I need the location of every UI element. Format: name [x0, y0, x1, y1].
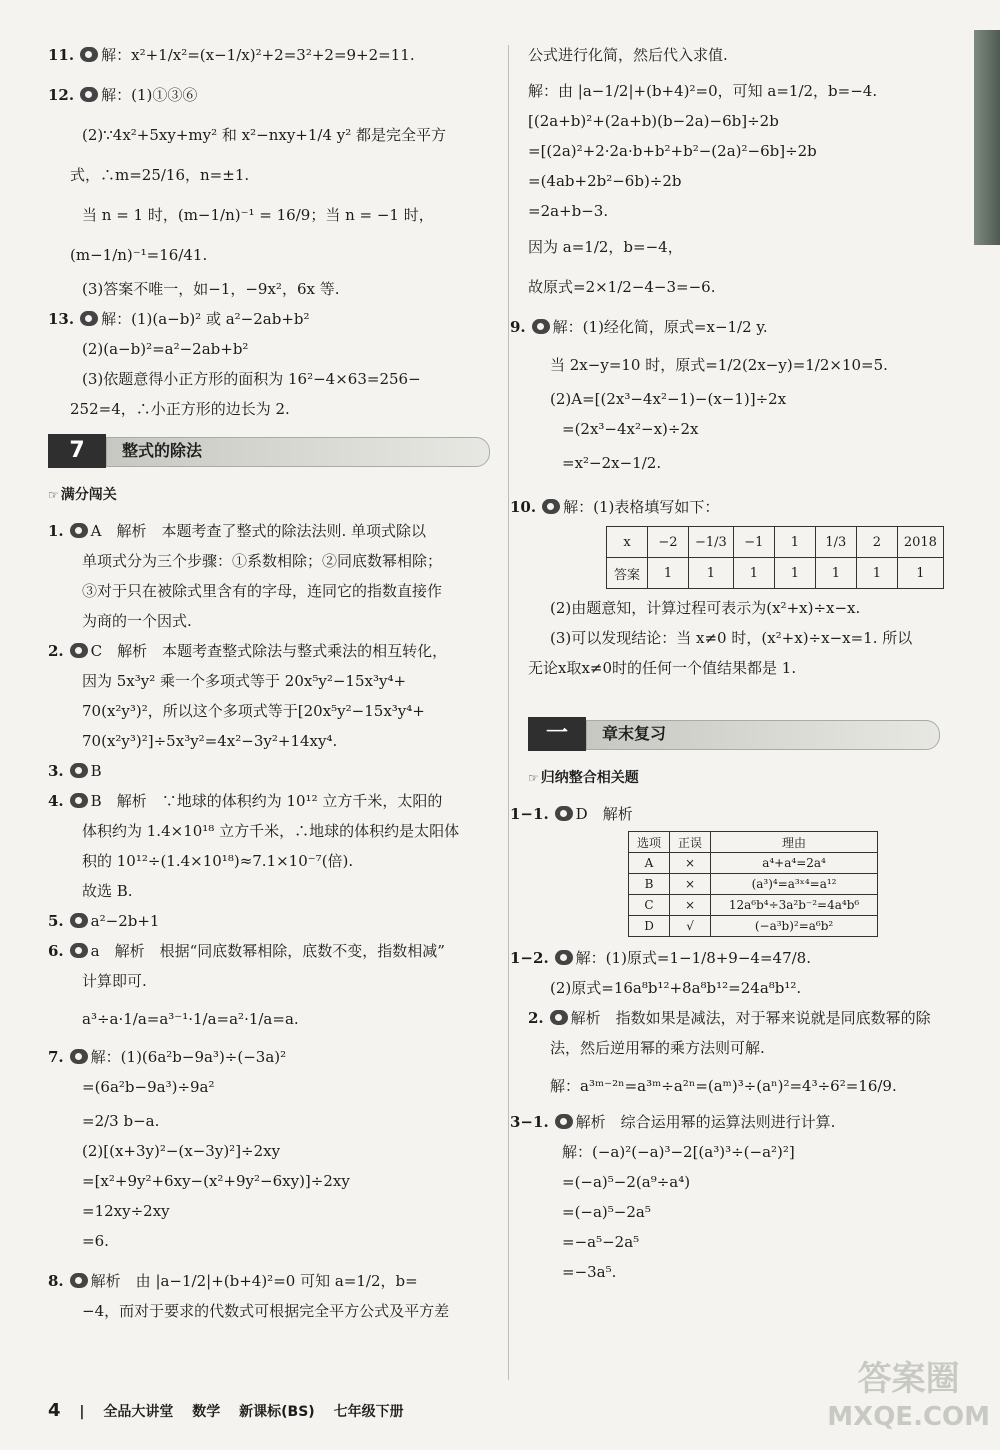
answer-2b: 2. 解析 指数如果是减法，对于幂来说就是同底数幂的除: [528, 1009, 931, 1027]
subsection-title: ☞ 满分闯关: [48, 480, 490, 510]
answer-6-line: a³÷a·1/a=a³⁻¹·1/a=a²·1/a=a.: [82, 1010, 299, 1028]
answer-2-line: 70(x²y³)²，所以这个多项式等于[20x⁵y²−15x³y⁴+: [82, 702, 425, 720]
answer-11: 11. 解：x²+1/x²=(x−1/x)²+2=3²+2=9+2=11.: [48, 46, 415, 64]
answer-12-line: 式，∴m=25/16，n=±1.: [70, 166, 250, 184]
key-icon: [70, 943, 88, 958]
key-icon: [80, 47, 98, 62]
answer-8-cont: =(4ab+2b²−6b)÷2b: [528, 172, 682, 190]
answer-5: 5. a²−2b+1: [48, 912, 160, 930]
watermark-logo: 答案圈 MXQE.COM: [827, 1359, 990, 1432]
answer-9-line: =x²−2x−1/2.: [562, 454, 662, 472]
answer-1-2-line: (2)原式=16a⁸b¹²+8a⁸b¹²=24a⁸b¹².: [550, 979, 802, 997]
table-row: D √ (−a³b)²=a⁶b²: [629, 916, 878, 937]
answer-7-line: =12xy÷2xy: [82, 1202, 170, 1220]
answer-4-line: 故选 B.: [82, 882, 133, 900]
reason-table: [628, 831, 878, 937]
book-title: 全品大讲堂: [103, 1404, 174, 1420]
answer-2b-line: 法，然后逆用幂的乘方法则可解.: [550, 1039, 765, 1057]
key-icon: [80, 87, 98, 102]
key-icon: [70, 763, 88, 778]
answer-7-line: (2)[(x+3y)²−(x−3y)²]÷2xy: [82, 1142, 281, 1160]
key-icon: [550, 1010, 568, 1025]
section-title: 章末复习: [602, 724, 667, 743]
answer-13-line: 252=4，∴小正方形的边长为 2.: [70, 400, 290, 418]
answer-12: 12. 解：(1)①③⑥: [48, 86, 198, 104]
answer-7-line: =6.: [82, 1232, 109, 1250]
key-icon: [80, 311, 98, 326]
answer-8-cont: 因为 a=1/2，b=−4，: [528, 238, 683, 256]
subject: 数学: [192, 1404, 221, 1420]
answer-2b-line: 解：a³ᵐ⁻²ⁿ=a³ᵐ÷a²ⁿ=(aᵐ)³÷(aⁿ)²=4³÷6²=16/9.: [550, 1077, 897, 1095]
subsection-title: ☞ 归纳整合相关题: [528, 763, 940, 793]
answer-6: 6. a 解析 根据“同底数幂相除，底数不变，指数相减”: [48, 942, 445, 960]
answer-13-line: (2)(a−b)²=a²−2ab+b²: [82, 340, 249, 358]
left-column: [48, 40, 490, 1326]
answer-9-line: 当 2x−y=10 时，原式=1/2(2x−y)=1/2×10=5.: [550, 356, 888, 374]
answer-6-line: 计算即可.: [82, 972, 147, 990]
answer-8-cont: 公式进行化简，然后代入求值.: [528, 46, 728, 64]
edition: 新课标(BS): [239, 1404, 315, 1420]
page-footer: 4 | 全品大讲堂 数学 新课标(BS) 七年级下册: [48, 1400, 404, 1421]
answer-2-line: 因为 5x³y² 乘一个多项式等于 20x⁵y²−15x³y⁴+: [82, 672, 407, 690]
key-icon: [70, 1273, 88, 1288]
key-icon: [70, 643, 88, 658]
table-row: A × a⁴+a⁴=2a⁴: [629, 853, 878, 874]
key-icon: [70, 1049, 88, 1064]
answer-9: 9. 解：(1)经化简，原式=x−1/2 y.: [510, 318, 768, 336]
answer-8-cont: =2a+b−3.: [528, 202, 609, 220]
grade: 七年级下册: [333, 1404, 404, 1420]
key-icon: [542, 499, 560, 514]
answer-1: 1. A 解析 本题考查了整式的除法法则. 单项式除以: [48, 522, 427, 540]
answer-7-line: =(6a²b−9a³)÷9a²: [82, 1078, 215, 1096]
answer-9-line: (2)A=[(2x³−4x²−1)−(x−1)]÷2x: [550, 390, 787, 408]
answer-12-line: (2)∵4x²+5xy+my² 和 x²−nxy+1/4 y² 都是完全平方: [82, 126, 447, 144]
answer-1-line: ③对于只在被除式里含有的字母，连同它的指数直接作: [82, 582, 443, 600]
answer-3: 3. B: [48, 762, 102, 780]
answer-1-line: 单项式分为三个步骤：①系数相除；②同底数幂相除；: [82, 552, 443, 570]
answer-12-line: (3)答案不唯一，如−1，−9x²，6x 等.: [82, 280, 340, 298]
key-icon: [555, 1114, 573, 1129]
answer-10-line: 无论x取x≠0时的任何一个值结果都是 1.: [528, 659, 797, 677]
table-row: x −2 −1/3 −1 1 1/3 2 2018: [607, 527, 944, 558]
key-icon: [70, 793, 88, 808]
answer-7: 7. 解：(1)(6a²b−9a³)÷(−3a)²: [48, 1048, 287, 1066]
answer-8: 8. 解析 由 |a−1/2|+(b+4)²=0 可知 a=1/2，b=: [48, 1272, 418, 1290]
column-divider: [508, 45, 509, 1380]
answer-3-1-line: =−a⁵−2a⁵: [562, 1233, 640, 1251]
answer-8-cont: [(2a+b)²+(2a+b)(b−2a)−6b]÷2b: [528, 112, 779, 130]
answer-1-1: 1−1. D 解析: [510, 805, 633, 823]
table-header: 选项 正误 理由: [629, 832, 878, 853]
answer-13-line: (3)依题意得小正方形的面积为 16²−4×63=256−: [82, 370, 421, 388]
key-icon: [532, 319, 550, 334]
answer-2-line: 70(x²y³)²]÷5x³y²=4x²−3y²+14xy⁴.: [82, 732, 338, 750]
answer-7-line: =2/3 b−a.: [82, 1112, 160, 1130]
answer-1-2: 1−2. 解：(1)原式=1−1/8+9−4=47/8.: [510, 949, 811, 967]
answer-8-line: −4，而对于要求的代数式可根据完全平方公式及平方差: [82, 1302, 450, 1320]
section-number: 7: [48, 434, 106, 468]
section-header-review: [528, 717, 940, 751]
answer-4: 4. B 解析 ∵地球的体积约为 10¹² 立方千米，太阳的: [48, 792, 443, 810]
answer-3-1-line: =(−a)⁵−2(a⁹÷a⁴): [562, 1173, 691, 1191]
answer-2: 2. C 解析 本题考查整式除法与整式乘法的相互转化，: [48, 642, 448, 660]
answer-12-line: (m−1/n)⁻¹=16/41.: [70, 246, 208, 264]
key-icon: [555, 806, 573, 821]
right-column: [510, 40, 940, 1287]
answer-table: [606, 526, 944, 589]
table-row: C × 12a⁶b⁴÷3a²b⁻²=4a⁴b⁶: [629, 895, 878, 916]
answer-4-line: 体积约为 1.4×10¹⁸ 立方千米，∴地球的体积约是太阳体: [82, 822, 460, 840]
section-number: 一: [528, 717, 586, 751]
answer-7-line: =[x²+9y²+6xy−(x²+9y²−6xy)]÷2xy: [82, 1172, 350, 1190]
answer-8-cont: =[(2a)²+2·2a·b+b²+b²−(2a)²−6b]÷2b: [528, 142, 817, 160]
answer-10-line: (3)可以发现结论：当 x≠0 时，(x²+x)÷x−x=1. 所以: [550, 629, 913, 647]
answer-13: 13. 解：(1)(a−b)² 或 a²−2ab+b²: [48, 310, 310, 328]
answer-9-line: =(2x³−4x²−x)÷2x: [562, 420, 699, 438]
answer-8-cont: 解：由 |a−1/2|+(b+4)²=0，可知 a=1/2，b=−4.: [528, 82, 878, 100]
answer-3-1-line: =−3a⁵.: [562, 1263, 617, 1281]
table-row: 答案 1 1 1 1 1 1 1: [607, 558, 944, 589]
key-icon: [70, 913, 88, 928]
answer-3-1-line: 解：(−a)²(−a)³−2[(a³)³÷(−a²)²]: [562, 1143, 795, 1161]
page-edge-tab: [974, 30, 1000, 245]
section-title: 整式的除法: [122, 441, 203, 460]
answer-12-line: 当 n = 1 时，(m−1/n)⁻¹ = 16/9；当 n = −1 时，: [82, 206, 434, 224]
key-icon: [70, 523, 88, 538]
answer-1-line: 为商的一个因式.: [82, 612, 192, 630]
answer-10-line: (2)由题意知，计算过程可表示为(x²+x)÷x−x.: [550, 599, 861, 617]
answer-3-1: 3−1. 解析 综合运用幂的运算法则进行计算.: [510, 1113, 836, 1131]
section-header-7: [48, 434, 490, 468]
answer-4-line: 积的 10¹²÷(1.4×10¹⁸)≈7.1×10⁻⁷(倍).: [82, 852, 354, 870]
key-icon: [555, 950, 573, 965]
table-row: B × (a³)⁴=a³ˣ⁴=a¹²: [629, 874, 878, 895]
answer-3-1-line: =(−a)⁵−2a⁵: [562, 1203, 651, 1221]
answer-10: 10. 解：(1)表格填写如下：: [510, 498, 720, 516]
page-number: 4: [48, 1400, 61, 1421]
answer-8-cont: 故原式=2×1/2−4−3=−6.: [528, 278, 716, 296]
